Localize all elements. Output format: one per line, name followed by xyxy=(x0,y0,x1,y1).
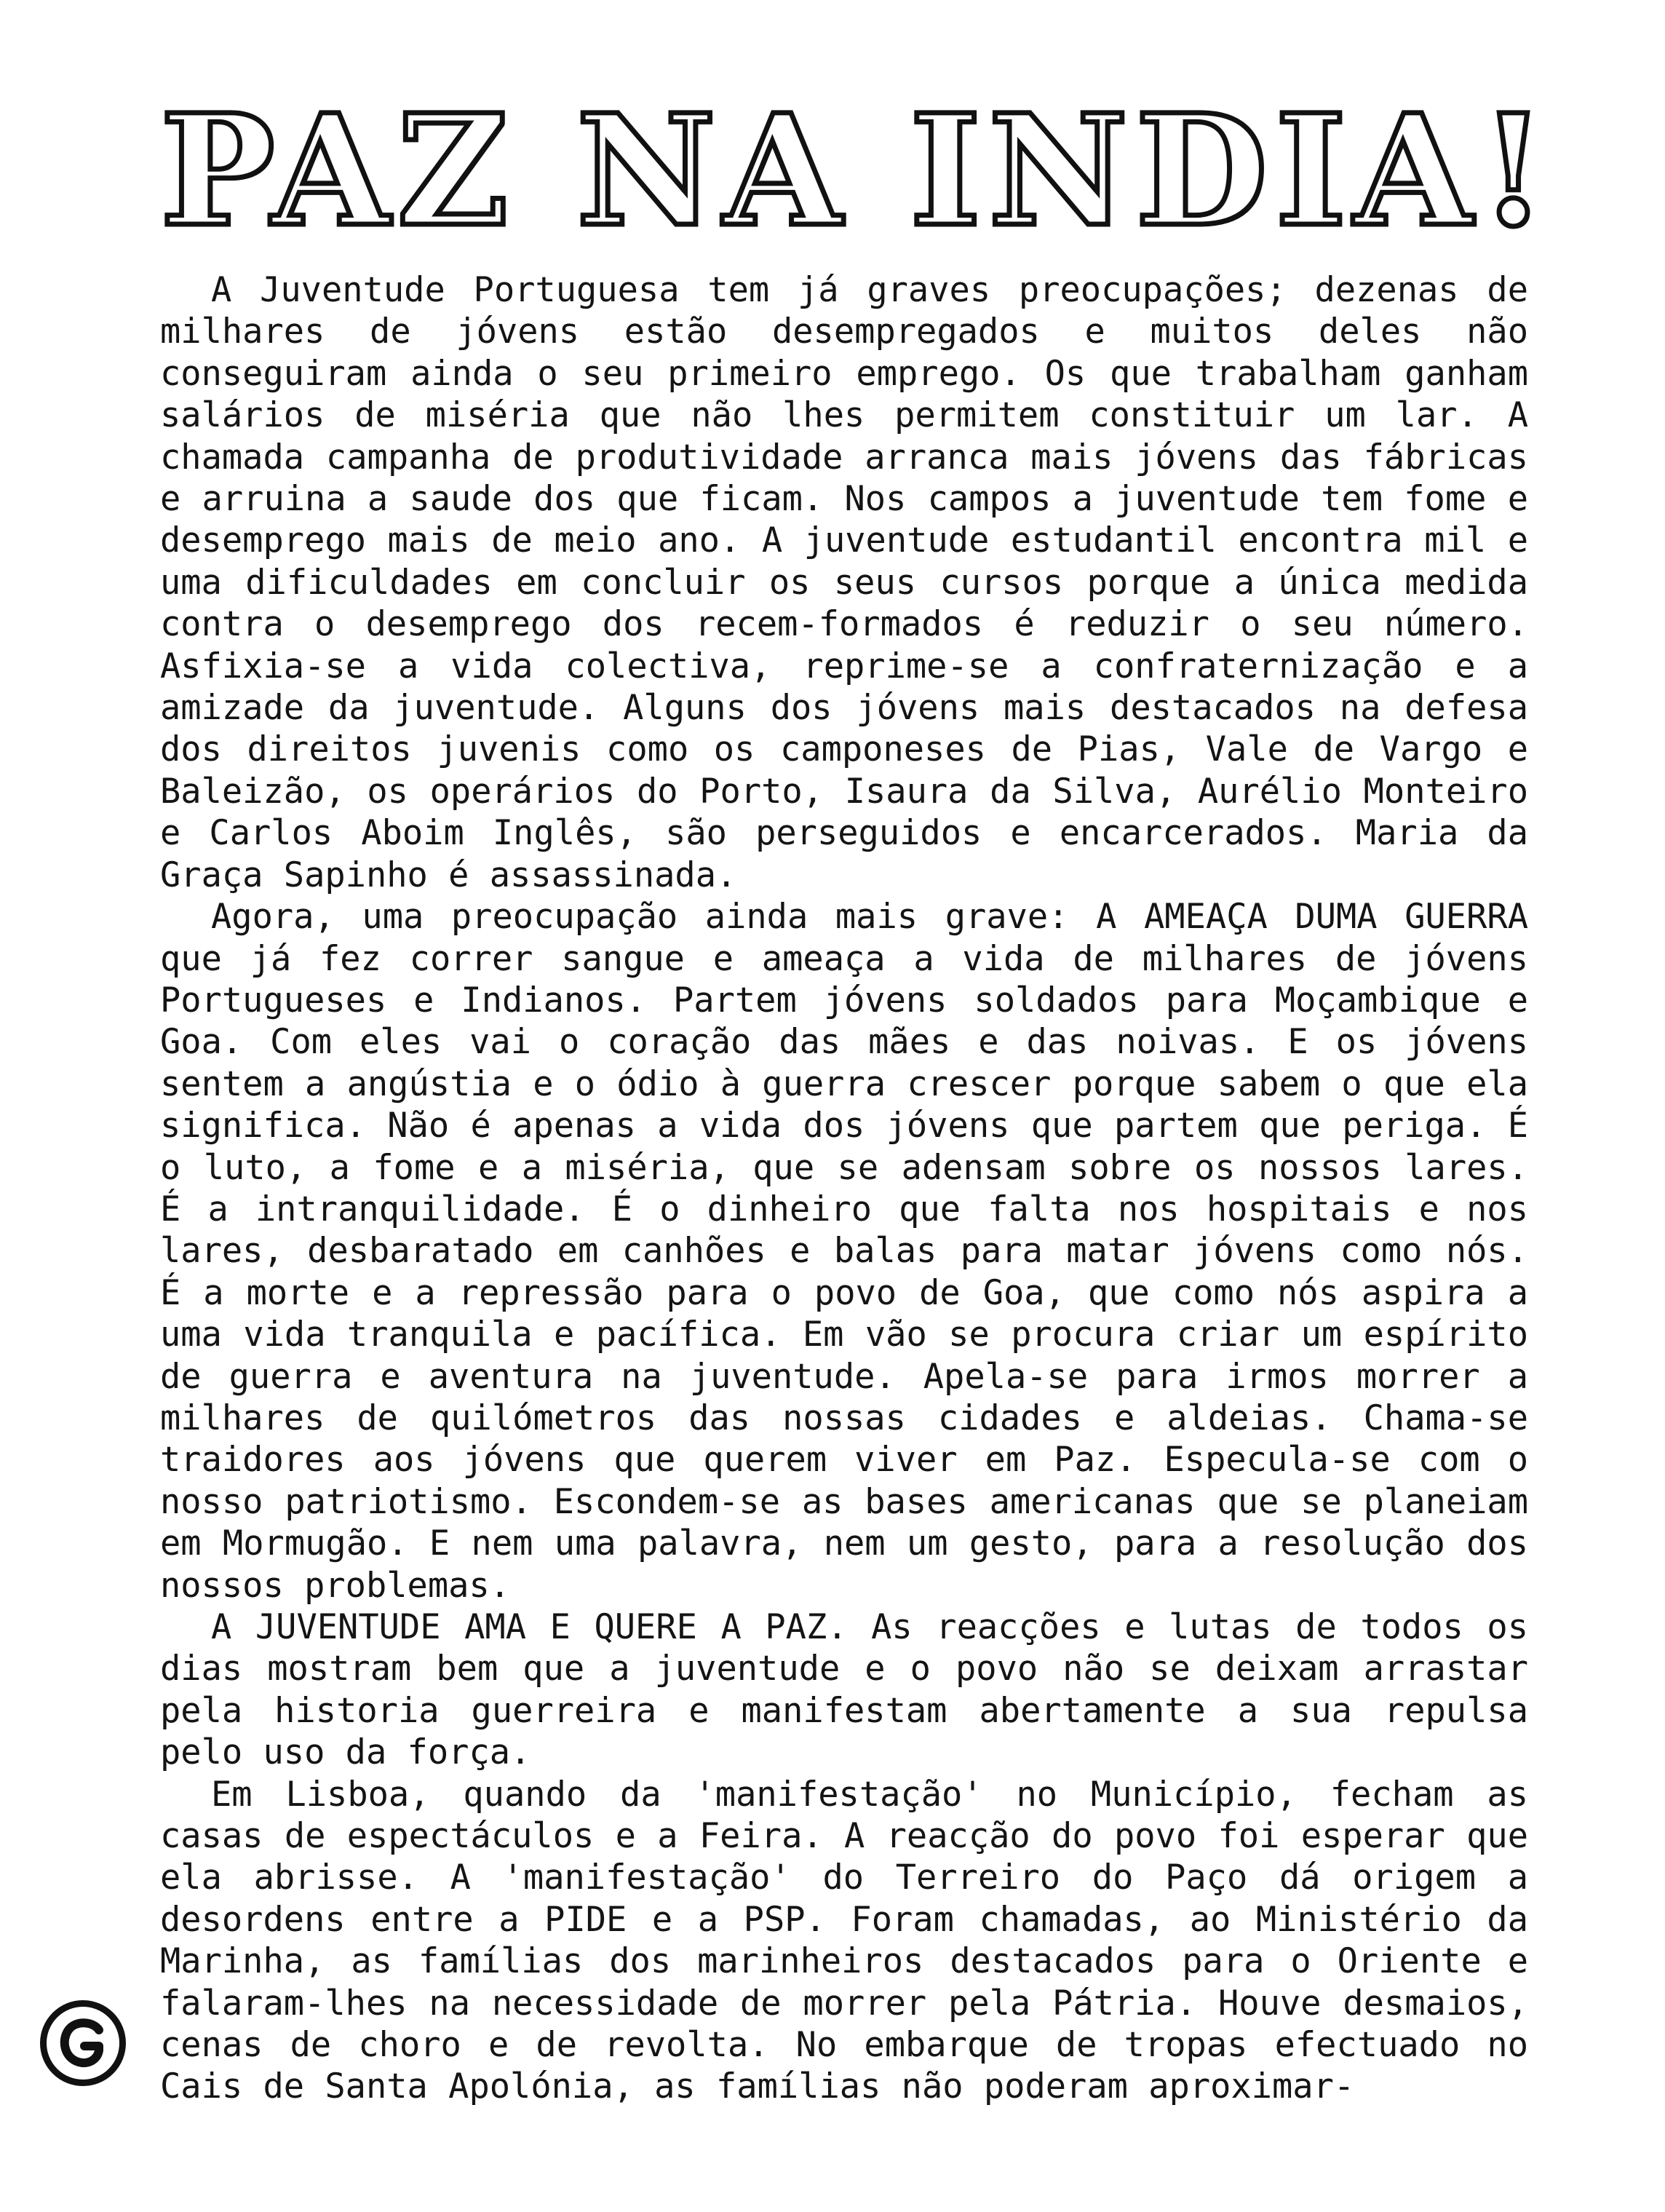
logo-glyph xyxy=(47,2007,119,2080)
paragraph-lisbon: Em Lisboa, quando da 'manifestação' no Município, fecham as casas de espectáculos e a Feira. A reacção do povo foi esperar que ela abrisse. A 'manifestação' do Terreiro do Paço dá origem a desordens entre a PIDE e a PSP. Foram chamadas, ao Ministério da Marinha, as famílias dos marinheiros destacados para o Oriente e falaram-lhes na necessidade de morrer pela Pátria. Houve desmaios, cenas de choro e de revolta. No embarque de tropas efectuado no Cais de Santa Apolónia, as famílias não poderam aproximar- xyxy=(160,1774,1528,2107)
article-body xyxy=(160,269,1528,2108)
headline: PAZ NA INDIA! xyxy=(160,81,1554,261)
circled-g-logo-icon xyxy=(40,2000,126,2086)
paragraph-war-threat: Agora, uma preocupação ainda mais grave: A AMEAÇA DUMA GUERRA que já fez correr sangue e ameaça a vida de milhares de jóvens Portugueses e Indianos. Partem jóvens soldados para Moçambique e Goa. Com eles vai o coração das mães e das noivas. E os jóvens sentem a angústia e o ódio à guerra crescer porque sabem o que ela significa. Não é apenas a vida dos jóvens que partem que periga. É o luto, a fome e a miséria, que se adensam sobre os nossos lares. É a intranquilidade. É o dinheiro que falta nos hospitais e nos lares, desbaratado em canhões e balas para matar jóvens como nós. É a morte e a repressão para o povo de Goa, que como nós aspira a uma vida tranquila e pacífica. Em vão se procura criar um espírito de guerra e aventura na juventude. Apela-se para irmos morrer a milhares de quilómetros das nossas cidades e aldeias. Chama-se traidores aos jóvens que querem viver em Paz. Especula-se com o nosso patriotismo. Escondem-se as bases americanas que se planeiam em Mormugão. E nem uma palavra, nem um gesto, para a resolução dos nossos problemas. xyxy=(160,897,1528,1606)
paragraph-intro: A Juventude Portuguesa tem já graves preocupações; dezenas de milhares de jóvens estão desempregados e muitos deles não conseguiram ainda o seu primeiro emprego. Os que trabalham ganham salários de miséria que não lhes permitem constituir um lar. A chamada campanha de produtividade arranca mais jóvens das fábricas e arruina a saude dos que ficam. Nos campos a juventude tem fome e desemprego mais de meio ano. A juventude estudantil encontra mil e uma dificuldades em concluir os seus cursos porque a única medida contra o desemprego dos recem-formados é reduzir o seu número. Asfixia-se a vida colectiva, reprime-se a confraternização e a amizade da juventude. Alguns dos jóvens mais destacados na defesa dos direitos juvenis como os camponeses de Pias, Vale de Vargo e Baleizão, os operários do Porto, Isaura da Silva, Aurélio Monteiro e Carlos Aboim Inglês, são perseguidos e encarcerados. Maria da Graça Sapinho é assassinada. xyxy=(160,270,1528,895)
paragraph-youth-peace: A JUVENTUDE AMA E QUERE A PAZ. As reacções e lutas de todos os dias mostram bem que a juventude e o povo não se deixam arrastar pela historia guerreira e manifestam abertamente a sua repulsa pelo uso da força. xyxy=(160,1607,1528,1773)
